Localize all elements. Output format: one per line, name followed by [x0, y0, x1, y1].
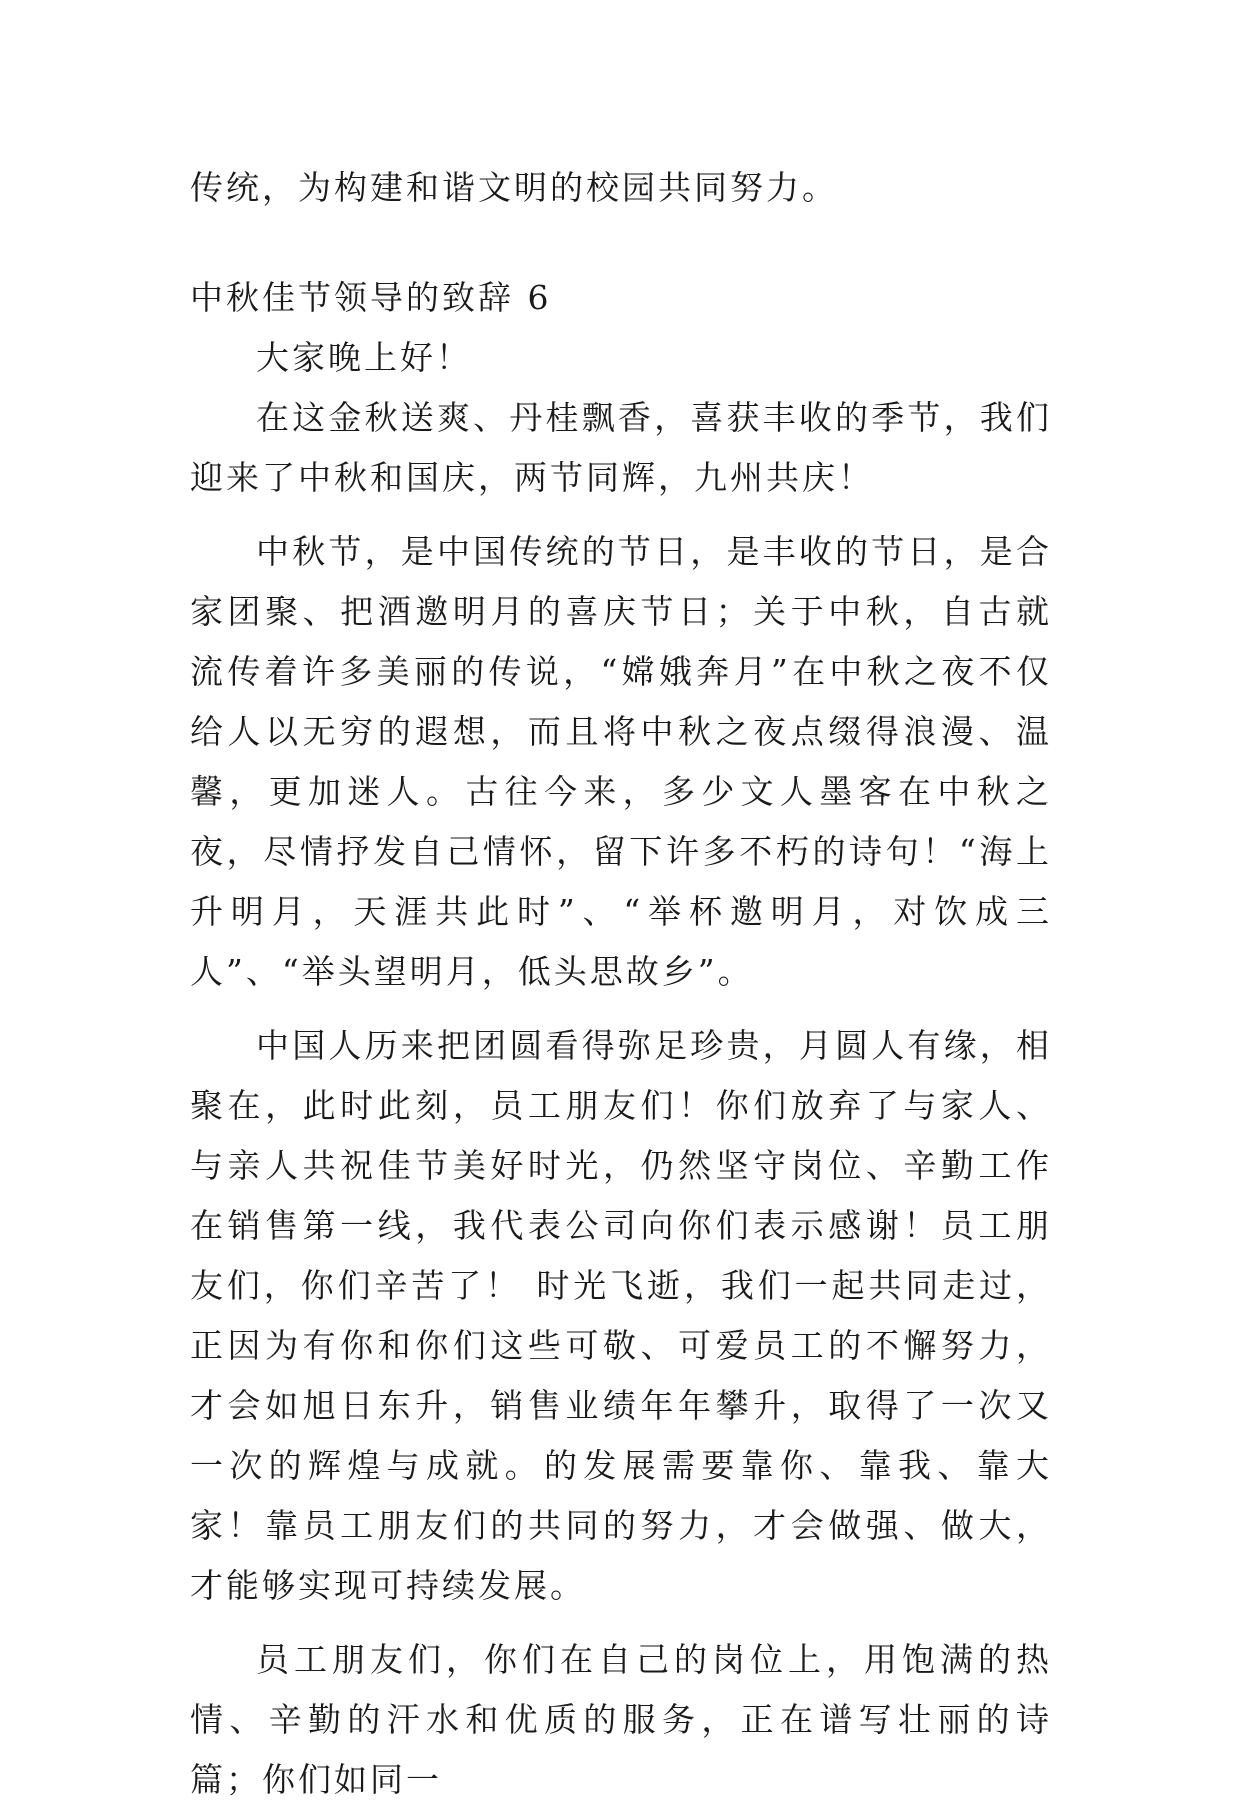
- body-paragraph: 在这金秋送爽、丹桂飘香，喜获丰收的季节，我们迎来了中秋和国庆，两节同辉，九州共庆！: [190, 398, 1052, 497]
- document-body: [190, 158, 1052, 1810]
- section-title: 中秋佳节领导的致辞 6: [190, 278, 552, 317]
- continuation-paragraph: 传统，为构建和谐文明的校园共同努力。: [190, 168, 838, 207]
- body-paragraph: 中秋节，是中国传统的节日，是丰收的节日，是合家团聚、把酒邀明月的喜庆节日；关于中秋，自古就流传着许多美丽的传说，“嫦娥奔月”在中秋之夜不仅给人以无穷的遐想，而且将中秋之夜点缀得浪漫、温馨，更加迷人。古往今来，多少文人墨客在中秋之夜，尽情抒发自己情怀，留下许多不朽的诗句！“海上升明月，天涯共此时”、“举杯邀明月，对饮成三人”、“举头望明月，低头思故乡”。: [190, 532, 1052, 991]
- greeting-paragraph: 大家晚上好！: [256, 338, 472, 377]
- body-paragraph: 员工朋友们，你们在自己的岗位上，用饱满的热情、辛勤的汗水和优质的服务，正在谱写壮丽的诗篇；你们如同一: [190, 1640, 1052, 1799]
- body-paragraph: 中国人历来把团圆看得弥足珍贵，月圆人有缘，相聚在，此时此刻，员工朋友们！你们放弃了与家人、与亲人共祝佳节美好时光，仍然坚守岗位、辛勤工作在销售第一线，我代表公司向你们表示感谢！员工朋友们，你们辛苦了！ 时光飞逝，我们一起共同走过，正因为有你和你们这些可敬、可爱员工的不懈努力，才会如旭日东升，销售业绩年年攀升，取得了一次又一次的辉煌与成就。的发展需要靠你、靠我、靠大家！靠员工朋友们的共同的努力，才会做强、做大，才能够实现可持续发展。: [190, 1026, 1052, 1605]
